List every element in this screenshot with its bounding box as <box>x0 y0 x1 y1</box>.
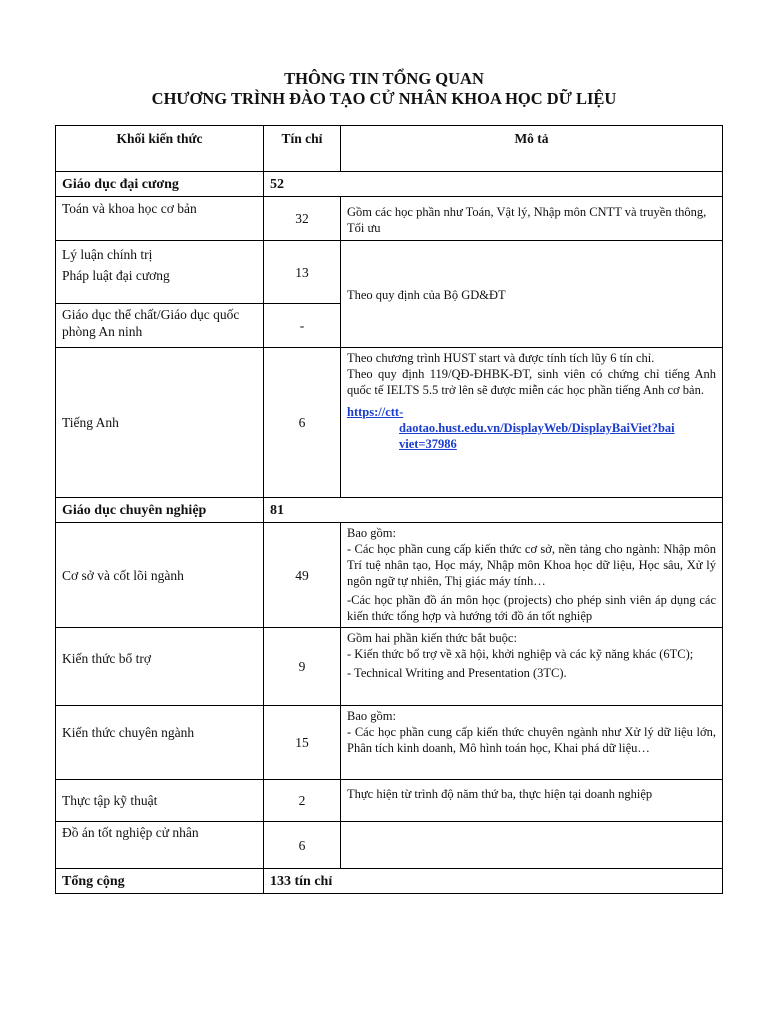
course-credits: 6 <box>264 348 341 498</box>
course-description <box>341 348 723 498</box>
hust-link-line[interactable]: https://ctt- <box>347 405 404 419</box>
course-name-line: Lý luận chính trị <box>62 247 153 262</box>
group-credits: 81 <box>264 498 723 523</box>
description-line: Bao gồm: <box>347 709 396 723</box>
hust-link-line[interactable]: viet=37986 <box>399 437 457 451</box>
course-name-line: Pháp luật đại cương <box>62 268 170 283</box>
table-row <box>56 628 723 706</box>
header-description: Mô tả <box>341 126 723 172</box>
course-name: Cơ sở và cốt lõi ngành <box>56 523 264 628</box>
description-line: - Technical Writing and Presentation (3TC). <box>347 666 567 680</box>
table-row <box>56 706 723 780</box>
total-row <box>56 869 723 894</box>
table-header-row <box>56 126 723 172</box>
course-credits: 15 <box>264 706 341 780</box>
hust-link[interactable] <box>347 404 716 452</box>
table-row <box>56 780 723 822</box>
document-title: THÔNG TIN TỔNG QUAN <box>284 69 484 88</box>
total-credits: 133 tín chỉ <box>264 869 723 894</box>
document-subtitle: CHƯƠNG TRÌNH ĐÀO TẠO CỬ NHÂN KHOA HỌC DỮ LIỆU <box>151 89 617 108</box>
description-line: Bao gồm: <box>347 526 396 540</box>
table-row <box>56 197 723 241</box>
group-label: Giáo dục chuyên nghiệp <box>56 498 264 523</box>
course-description: Thực hiện từ trình độ năm thứ ba, thực hiện tại doanh nghiệp <box>341 780 723 822</box>
course-credits: 13 <box>264 241 341 304</box>
course-description <box>341 822 723 869</box>
course-description: Theo quy định của Bộ GD&ĐT <box>341 241 723 348</box>
description-line: Theo chương trình HUST start và được tính tích lũy 6 tín chỉ. <box>347 351 655 365</box>
course-name: Giáo dục thể chất/Giáo dục quốc phòng An ninh <box>56 304 264 348</box>
description-line: -Các học phần đồ án môn học (projects) cho phép sinh viên áp dụng các kiến thức tổng hợp và hướng tới đồ án tốt nghiệp <box>347 593 716 623</box>
description-line: Gồm hai phần kiến thức bắt buộc: <box>347 631 517 645</box>
header-knowledge-block: Khối kiến thức <box>56 126 264 172</box>
total-label: Tổng cộng <box>56 869 264 894</box>
course-name: Kiến thức bổ trợ <box>56 628 264 706</box>
course-credits: 49 <box>264 523 341 628</box>
group-row-professional <box>56 498 723 523</box>
table-row <box>56 822 723 869</box>
description-line: - Các học phần cung cấp kiến thức cơ sở, nền tảng cho ngành: Nhập môn Trí tuệ nhân tạo, Học máy, Nhập môn Khoa học dữ liệu, Học sâu, Xử lý ngôn ngữ tự nhiên, Thị giác máy tính… <box>347 542 716 588</box>
course-credits: - <box>264 304 341 348</box>
course-credits: 2 <box>264 780 341 822</box>
course-name <box>56 241 264 304</box>
group-row-general <box>56 172 723 197</box>
course-description <box>341 628 723 706</box>
course-credits: 32 <box>264 197 341 241</box>
table-row <box>56 523 723 628</box>
course-description <box>341 706 723 780</box>
hust-link-line[interactable]: daotao.hust.edu.vn/DisplayWeb/DisplayBaiViet?bai <box>399 421 675 435</box>
course-description: Gồm các học phần như Toán, Vật lý, Nhập môn CNTT và truyền thông, Tối ưu <box>341 197 723 241</box>
table-row <box>56 241 723 304</box>
description-line: - Kiến thức bổ trợ về xã hội, khởi nghiệp và các kỹ năng khác (6TC); <box>347 647 694 661</box>
course-name: Đồ án tốt nghiệp cử nhân <box>56 822 264 869</box>
course-description <box>341 523 723 628</box>
description-line: Theo quy định 119/QĐ-ĐHBK-ĐT, sinh viên có chứng chỉ tiếng Anh quốc tế IELTS 5.5 trở lên sẽ được miễn các học phần tiếng Anh cơ bản. <box>347 367 716 397</box>
course-credits: 6 <box>264 822 341 869</box>
description-line: - Các học phần cung cấp kiến thức chuyên ngành như Xử lý dữ liệu lớn, Phân tích kinh doanh, Mô hình toán học, Khai phá dữ liệu… <box>347 725 716 755</box>
group-label: Giáo dục đại cương <box>56 172 264 197</box>
course-name: Tiếng Anh <box>56 348 264 498</box>
course-name: Kiến thức chuyên ngành <box>56 706 264 780</box>
table-row <box>56 348 723 498</box>
curriculum-table <box>55 125 723 894</box>
course-credits: 9 <box>264 628 341 706</box>
group-credits: 52 <box>264 172 723 197</box>
course-name: Toán và khoa học cơ bản <box>56 197 264 241</box>
course-name: Thực tập kỹ thuật <box>56 780 264 822</box>
header-credits: Tín chỉ <box>264 126 341 172</box>
